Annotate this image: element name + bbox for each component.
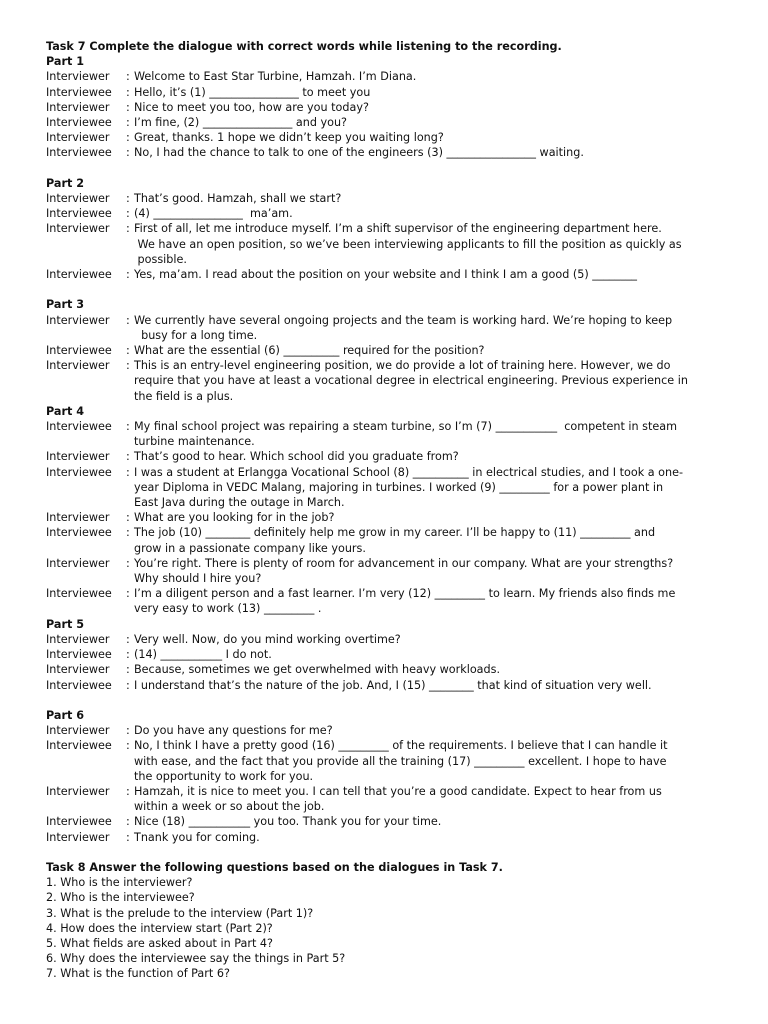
speaker-label: Interviewee xyxy=(46,420,112,434)
part-heading: Part 3 xyxy=(46,298,84,312)
dialogue-text: Do you have any questions for me? xyxy=(134,724,333,738)
speaker-label: Interviewee xyxy=(46,85,112,99)
task8-question-list xyxy=(46,875,726,981)
dialogue-line xyxy=(46,814,726,829)
speaker-label: Interviewer xyxy=(46,511,110,525)
dialogue-text: We currently have several ongoing projects and the team is working hard. We’re hoping to keep xyxy=(134,313,673,327)
question-item: 1. Who is the interviewer? xyxy=(46,876,193,890)
part-heading: Part 4 xyxy=(46,404,84,418)
colon-separator xyxy=(126,252,134,267)
dialogue-line xyxy=(46,206,726,221)
worksheet xyxy=(46,39,726,982)
speaker-label xyxy=(46,571,126,586)
dialogue-text: Tnank you for coming. xyxy=(134,830,260,844)
dialogue-line xyxy=(46,738,726,753)
dialogue-line xyxy=(46,632,726,647)
dialogue-text: Because, sometimes we get overwhelmed with heavy workloads. xyxy=(134,663,501,677)
spacer xyxy=(46,282,726,297)
speaker-label: Interviewer xyxy=(46,70,110,84)
dialogue-line xyxy=(46,784,726,799)
speaker-label: Interviewee xyxy=(46,465,112,479)
task7-heading: Task 7 Complete the dialogue with correct words while listening to the recording. xyxy=(46,40,562,53)
dialogue-text: The job (10) ________ definitely help me grow in my career. I’ll be happy to (11) _________ and xyxy=(134,526,656,540)
colon-separator: : xyxy=(126,420,130,434)
dialogue-text: Very well. Now, do you mind working overtime? xyxy=(134,632,401,646)
dialogue-line xyxy=(46,130,726,145)
dialogue-text: Nice (18) ___________ you too. Thank you for your time. xyxy=(134,815,442,829)
dialogue-text: busy for a long time. xyxy=(134,328,258,342)
colon-separator: : xyxy=(126,146,130,160)
colon-separator xyxy=(126,571,134,586)
dialogue-line xyxy=(46,252,726,267)
speaker-label: Interviewer xyxy=(46,359,110,373)
speaker-label: Interviewer xyxy=(46,663,110,677)
dialogue-line xyxy=(46,237,726,252)
dialogue-text: turbine maintenance. xyxy=(134,435,255,449)
dialogue-line xyxy=(46,541,726,556)
dialogue-line xyxy=(46,571,726,586)
speaker-label: Interviewer xyxy=(46,131,110,145)
colon-separator: : xyxy=(126,739,130,753)
dialogue-text: (14) ___________ I do not. xyxy=(134,648,272,662)
dialogue-line xyxy=(46,510,726,525)
speaker-label: Interviewer xyxy=(46,784,110,798)
colon-separator: : xyxy=(126,556,130,570)
part-heading: Part 5 xyxy=(46,617,84,631)
dialogue-line xyxy=(46,191,726,206)
dialogue-line xyxy=(46,358,726,373)
dialogue-text: Welcome to East Star Turbine, Hamzah. I’m Diana. xyxy=(134,70,417,84)
speaker-label: Interviewee xyxy=(46,268,112,282)
speaker-label xyxy=(46,541,126,556)
speaker-label xyxy=(46,237,126,252)
colon-separator xyxy=(126,541,134,556)
colon-separator: : xyxy=(126,344,130,358)
colon-separator xyxy=(126,601,134,616)
speaker-label xyxy=(46,480,126,495)
speaker-label: Interviewee xyxy=(46,526,112,540)
speaker-label: Interviewee xyxy=(46,678,112,692)
colon-separator: : xyxy=(126,192,130,206)
dialogue-line xyxy=(46,799,726,814)
colon-separator: : xyxy=(126,207,130,221)
colon-separator xyxy=(126,373,134,388)
dialogue-line xyxy=(46,267,726,282)
speaker-label: Interviewee xyxy=(46,815,112,829)
dialogue-text: Why should I hire you? xyxy=(134,572,262,586)
speaker-label: Interviewer xyxy=(46,632,110,646)
dialogue-line xyxy=(46,100,726,115)
dialogue-line xyxy=(46,328,726,343)
colon-separator xyxy=(126,495,134,510)
colon-separator: : xyxy=(126,663,130,677)
speaker-label: Interviewee xyxy=(46,344,112,358)
colon-separator: : xyxy=(126,784,130,798)
dialogue-text: Great, thanks. 1 hope we didn’t keep you waiting long? xyxy=(134,131,444,145)
speaker-label xyxy=(46,754,126,769)
colon-separator: : xyxy=(126,815,130,829)
colon-separator: : xyxy=(126,70,130,84)
speaker-label: Interviewer xyxy=(46,830,110,844)
speaker-label xyxy=(46,373,126,388)
dialogue-text: Nice to meet you too, how are you today? xyxy=(134,100,369,114)
speaker-label: Interviewee xyxy=(46,739,112,753)
dialogue-line xyxy=(46,495,726,510)
dialogue-line xyxy=(46,586,726,601)
dialogue-line xyxy=(46,373,726,388)
dialogue-text: No, I think I have a pretty good (16) _________ of the requirements. I believe that I can handle it xyxy=(134,739,668,753)
dialogue-line xyxy=(46,389,726,404)
dialogue-text: very easy to work (13) _________ . xyxy=(134,602,322,616)
question-item: 5. What fields are asked about in Part 4? xyxy=(46,936,273,950)
dialogue-line xyxy=(46,449,726,464)
speaker-label xyxy=(46,601,126,616)
colon-separator: : xyxy=(126,678,130,692)
dialogue-text: What are you looking for in the job? xyxy=(134,511,335,525)
dialogue-text: with ease, and the fact that you provide all the training (17) _________ excellent. I hope to have xyxy=(134,754,667,768)
dialogue-line xyxy=(46,434,726,449)
spacer xyxy=(46,161,726,176)
dialogue-text: I’m fine, (2) ________________ and you? xyxy=(134,116,347,130)
speaker-label: Interviewer xyxy=(46,724,110,738)
colon-separator xyxy=(126,769,134,784)
colon-separator: : xyxy=(126,85,130,99)
speaker-label xyxy=(46,328,126,343)
dialogue-text: the field is a plus. xyxy=(134,389,234,403)
dialogue-text: No, I had the chance to talk to one of the engineers (3) ________________ waiting. xyxy=(134,146,584,160)
dialogue-text: within a week or so about the job. xyxy=(134,800,325,814)
question-item: 4. How does the interview start (Part 2)? xyxy=(46,921,273,935)
colon-separator: : xyxy=(126,632,130,646)
dialogue-line xyxy=(46,769,726,784)
dialogue-text: You’re right. There is plenty of room for advancement in our company. What are your strengths? xyxy=(134,556,674,570)
dialogue-line xyxy=(46,830,726,845)
dialogue-text: First of all, let me introduce myself. I’m a shift supervisor of the engineering department here. xyxy=(134,222,662,236)
dialogue-text: We have an open position, so we’ve been interviewing applicants to fill the position as quickly as xyxy=(134,237,682,251)
colon-separator: : xyxy=(126,268,130,282)
speaker-label: Interviewer xyxy=(46,556,110,570)
speaker-label xyxy=(46,799,126,814)
colon-separator xyxy=(126,328,134,343)
dialogue-text: require that you have at least a vocational degree in electrical engineering. Previous experience in xyxy=(134,374,688,388)
dialogue-text: Yes, ma’am. I read about the position on your website and I think I am a good (5) ________ xyxy=(134,268,638,282)
dialogue-line xyxy=(46,115,726,130)
colon-separator: : xyxy=(126,100,130,114)
speaker-label: Interviewer xyxy=(46,313,110,327)
dialogue-text: My final school project was repairing a steam turbine, so I’m (7) ___________ competent in steam xyxy=(134,420,678,434)
dialogue-line xyxy=(46,647,726,662)
dialogue-text: the opportunity to work for you. xyxy=(134,769,314,783)
part-heading: Part 6 xyxy=(46,708,84,722)
colon-separator: : xyxy=(126,465,130,479)
dialogue-text: (4) ________________ ma’am. xyxy=(134,207,293,221)
dialogue-line xyxy=(46,85,726,100)
dialogue-line xyxy=(46,556,726,571)
colon-separator: : xyxy=(126,648,130,662)
speaker-label: Interviewee xyxy=(46,587,112,601)
speaker-label xyxy=(46,434,126,449)
colon-separator: : xyxy=(126,830,130,844)
speaker-label: Interviewer xyxy=(46,450,110,464)
colon-separator: : xyxy=(126,587,130,601)
dialogue-line xyxy=(46,525,726,540)
colon-separator: : xyxy=(126,450,130,464)
question-item: 2. Who is the interviewee? xyxy=(46,891,195,905)
spacer xyxy=(46,845,726,860)
colon-separator xyxy=(126,480,134,495)
dialogue-line xyxy=(46,601,726,616)
speaker-label: Interviewer xyxy=(46,100,110,114)
speaker-label xyxy=(46,769,126,784)
dialogue-text: That’s good to hear. Which school did you graduate from? xyxy=(134,450,459,464)
dialogue-text: Hamzah, it is nice to meet you. I can tell that you’re a good candidate. Expect to hear from us xyxy=(134,784,662,798)
dialogue-line xyxy=(46,662,726,677)
colon-separator xyxy=(126,237,134,252)
dialogue-text: Hello, it’s (1) ________________ to meet you xyxy=(134,85,371,99)
dialogue-text: grow in a passionate company like yours. xyxy=(134,541,366,555)
speaker-label: Interviewee xyxy=(46,146,112,160)
colon-separator xyxy=(126,389,134,404)
dialogue-text: I’m a diligent person and a fast learner. I’m very (12) _________ to learn. My friends also finds me xyxy=(134,587,676,601)
part-heading: Part 1 xyxy=(46,55,84,69)
task8-heading: Task 8 Answer the following questions based on the dialogues in Task 7. xyxy=(46,860,503,874)
colon-separator: : xyxy=(126,222,130,236)
colon-separator: : xyxy=(126,526,130,540)
colon-separator: : xyxy=(126,116,130,130)
speaker-label xyxy=(46,389,126,404)
colon-separator xyxy=(126,799,134,814)
dialogue-line xyxy=(46,480,726,495)
dialogue-text: I understand that’s the nature of the job. And, I (15) ________ that kind of situation very well. xyxy=(134,678,652,692)
question-item: 3. What is the prelude to the interview (Part 1)? xyxy=(46,906,314,920)
question-item: 6. Why does the interviewee say the things in Part 5? xyxy=(46,952,346,966)
dialogue-text: This is an entry-level engineering position, we do provide a lot of training here. However, we do xyxy=(134,359,671,373)
question-item: 7. What is the function of Part 6? xyxy=(46,967,230,981)
colon-separator xyxy=(126,754,134,769)
speaker-label: Interviewee xyxy=(46,648,112,662)
colon-separator: : xyxy=(126,511,130,525)
speaker-label: Interviewer xyxy=(46,192,110,206)
dialogue-text: year Diploma in VEDC Malang, majoring in turbines. I worked (9) _________ for a power plant in xyxy=(134,480,664,494)
dialogue-line xyxy=(46,465,726,480)
speaker-label: Interviewee xyxy=(46,207,112,221)
dialogue-line xyxy=(46,221,726,236)
dialogue-line xyxy=(46,145,726,160)
colon-separator: : xyxy=(126,724,130,738)
dialogue-line xyxy=(46,69,726,84)
speaker-label xyxy=(46,495,126,510)
dialogue-text: possible. xyxy=(134,252,187,266)
speaker-label: Interviewer xyxy=(46,222,110,236)
colon-separator xyxy=(126,434,134,449)
colon-separator: : xyxy=(126,131,130,145)
speaker-label: Interviewee xyxy=(46,116,112,130)
dialogue-line xyxy=(46,723,726,738)
spacer xyxy=(46,693,726,708)
part-heading: Part 2 xyxy=(46,176,84,190)
dialogue-text: That’s good. Hamzah, shall we start? xyxy=(134,192,342,206)
task7-dialogue xyxy=(46,54,726,845)
dialogue-line xyxy=(46,343,726,358)
colon-separator: : xyxy=(126,313,130,327)
dialogue-text: What are the essential (6) __________ required for the position? xyxy=(134,344,485,358)
colon-separator: : xyxy=(126,359,130,373)
dialogue-line xyxy=(46,754,726,769)
speaker-label xyxy=(46,252,126,267)
dialogue-text: East Java during the outage in March. xyxy=(134,496,345,510)
dialogue-line xyxy=(46,313,726,328)
dialogue-line xyxy=(46,678,726,693)
dialogue-line xyxy=(46,419,726,434)
dialogue-text: I was a student at Erlangga Vocational School (8) __________ in electrical studies, and I took a one- xyxy=(134,465,684,479)
